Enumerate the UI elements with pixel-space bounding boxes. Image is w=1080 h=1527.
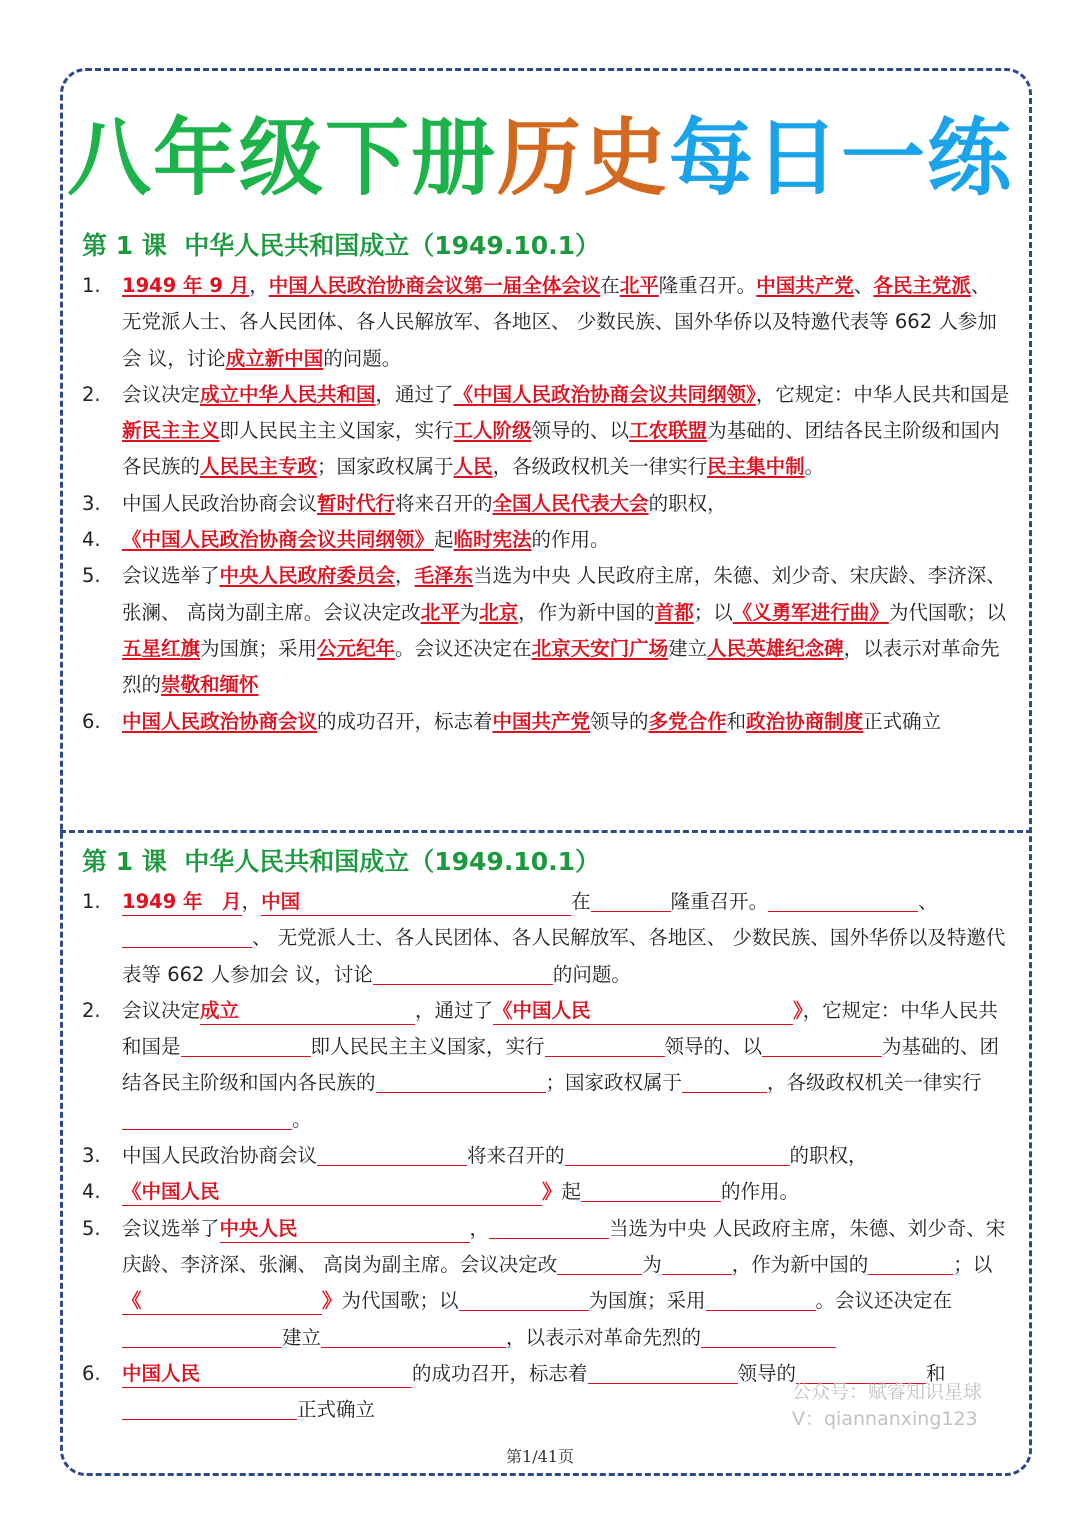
blank-field[interactable] [762, 1032, 882, 1057]
blank-field[interactable] [545, 1032, 665, 1057]
page-title: 八年级下册历史每日一练 [66, 109, 1014, 207]
blank-field[interactable] [557, 1250, 642, 1275]
blank-field[interactable] [122, 1105, 292, 1130]
list-item: 5. 会议选举了中央人民政府委员会，毛泽东当选为中央 人民政府主席，朱德、刘少奇、宋庆龄、李济深、张澜、 高岗为副主席。会议决定改北平为北京，作为新中国的首都；以《义勇军进行曲》为代国歌；以五星红旗为国旗；采用公元纪年。会议还决定在北京天安门广场建立人民英雄纪念碑，以表示对革命先烈的崇敬和缅怀 [82, 564, 1006, 697]
blank-field[interactable] [317, 1141, 467, 1166]
list-item: 6. 中国人民政治协商会议的成功召开，标志着中国共产党领导的多党合作和政治协商制度正式确立 [82, 709, 942, 733]
blank-field[interactable] [768, 887, 918, 912]
list-item: 5. 会议选举了中央人民 ， 当选为中央 人民政府主席，朱德、刘少奇、宋庆龄、李济深、张澜、 高岗为副主席。会议决定改 为 ，作为新中国的 ；以《 》为代国歌；以 为国旗；采用 。会议还决定在建立 ，以表示对革命先烈的 [82, 1211, 1012, 1356]
answer-section [82, 226, 1012, 740]
blank-field[interactable] [489, 1214, 609, 1239]
blank-field[interactable] [868, 1250, 953, 1275]
blank-field[interactable] [373, 960, 553, 985]
list-item: 3. 中国人民政治协商会议暂时代行将来召开的全国人民代表大会的职权， [82, 491, 727, 515]
answer-list [82, 268, 1012, 740]
blank-field[interactable] [591, 887, 671, 912]
blank-field[interactable] [682, 1068, 767, 1093]
list-item: 6. 中国人民 的成功召开，标志着 领导的 和正式确立 [82, 1356, 1012, 1429]
lesson-heading: 第 1 课 中华人民共和国成立（1949.10.1） [82, 847, 600, 876]
watermark-text: V：qiannanxing123 [792, 1408, 978, 1430]
list-item: 4. 《中国人民 》起 的作用。 [82, 1174, 1012, 1210]
blank-field[interactable] [122, 1395, 297, 1420]
list-item: 1. 1949 年 月，中国 在 隆重召开。 、 、 无党派人士、各人民团体、各人民解放军、各地区、 少数民族、国外华侨以及特邀代表等 662 人参加会 议，讨论 的问题。 [82, 884, 1012, 993]
blank-field[interactable] [122, 923, 252, 948]
list-item: 2. 会议决定成立中华人民共和国，通过了《中国人民政治协商会议共同纲领》，它规定：中华人民共和国是新民主主义即人民民主主义国家，实行工人阶级领导的、以工农联盟为基础的、团结各民主阶级和国内各民族的人民民主专政；国家政权属于人民，各级政权机关一律实行民主集中制。 [82, 382, 1010, 479]
blank-field[interactable] [706, 1286, 816, 1311]
watermark-text: 公众号：赋睿知识星球 [792, 1381, 983, 1403]
blank-field[interactable] [581, 1177, 721, 1202]
blank-field[interactable] [122, 1323, 282, 1348]
list-item: 1. 1949 年 9 月，中国人民政治协商会议第一届全体会议在北平隆重召开。中国共产党、各民主党派、 无党派人士、各人民团体、各人民解放军、各地区、 少数民族、国外华侨以及特邀代表等 662 人参加会 议，讨论成立新中国的问题。 [82, 274, 997, 370]
lesson-heading: 第 1 课 中华人民共和国成立（1949.10.1） [82, 231, 600, 260]
page-number: 第1/41页 [506, 1447, 574, 1466]
blank-field[interactable] [459, 1286, 589, 1311]
list-item: 4. 《中国人民政治协商会议共同纲领》起临时宪法的作用。 [82, 528, 610, 552]
blank-field[interactable] [376, 1068, 546, 1093]
exercise-list [82, 884, 1012, 1428]
blank-field[interactable] [701, 1323, 836, 1348]
blank-field[interactable] [662, 1250, 732, 1275]
blank-field[interactable] [321, 1323, 506, 1348]
blank-field[interactable] [588, 1359, 738, 1384]
blank-field[interactable] [565, 1141, 790, 1166]
list-item: 3. 中国人民政治协商会议 将来召开的 的职权， [82, 1138, 1012, 1174]
section-divider [60, 830, 1032, 833]
blank-field[interactable] [181, 1032, 311, 1057]
list-item: 2. 会议决定成立 ，通过了《中国人民 》，它规定：中华人民共和国是 即人民民主主义国家，实行 领导的、以 为基础的、团结各民主阶级和国内各民族的 ；国家政权属于 ，各级政权机关一律实行。 [82, 998, 1000, 1131]
exercise-section [82, 842, 1012, 1428]
